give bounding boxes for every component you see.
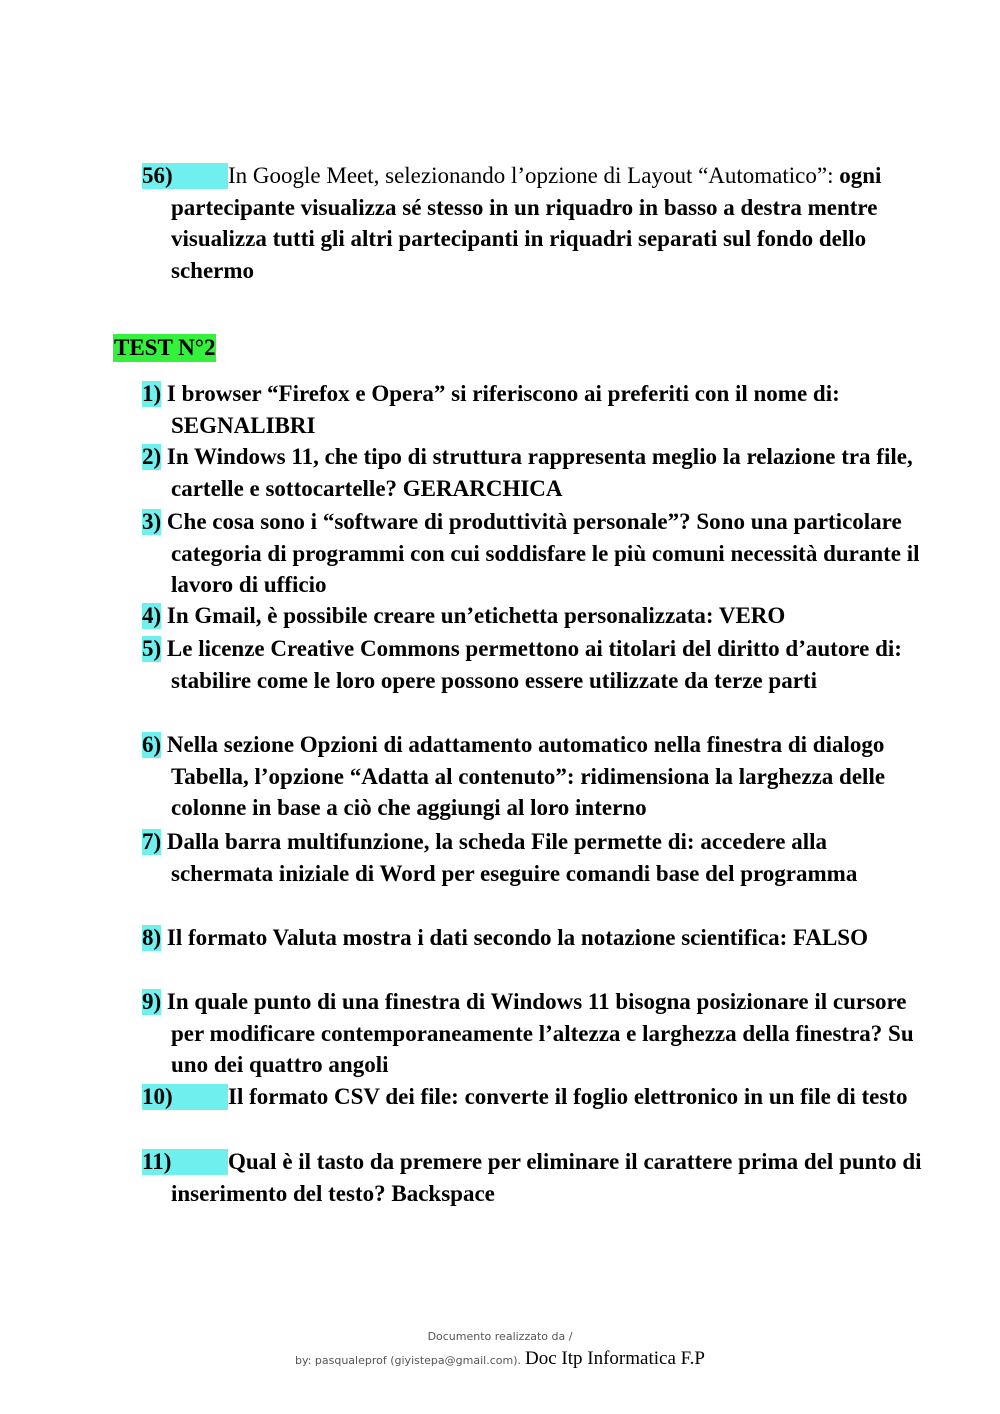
- question-number: 9): [142, 989, 162, 1014]
- section-heading: TEST N°2: [114, 335, 216, 360]
- question-text: Qual è il tasto da premere per eliminare il carattere prima del punto di inserimento del testo? Backspace: [171, 1149, 922, 1206]
- question-text: I browser “Firefox e Opera” si riferiscono ai preferiti con il nome di: SEGNALIBRI: [166, 381, 840, 438]
- question-9: [142, 986, 931, 1081]
- question-text: In quale punto di una finestra di Windows 11 bisogna posizionare il cursore per modificare contemporaneamente l’altezza e larghezza della finestra? Su uno dei quattro angoli: [166, 989, 914, 1077]
- question-10: [142, 1081, 931, 1113]
- footer-author-line: [0, 1348, 1000, 1372]
- question-text: Il formato Valuta mostra i dati secondo la notazione scientifica: FALSO: [166, 925, 868, 950]
- question-11: [142, 1146, 931, 1209]
- footer-credit: Documento realizzato da /: [427, 1330, 573, 1343]
- question-5: [142, 633, 931, 696]
- question-text: Le licenze Creative Commons permettono ai titolari del diritto d’autore di: stabilire come le loro opere possono essere utilizzate da terze parti: [166, 636, 902, 693]
- question-number: 56): [142, 163, 228, 189]
- question-number: 5): [142, 636, 162, 661]
- question-3: [142, 506, 931, 601]
- question-text: Il formato CSV dei file: converte il foglio elettronico in un file di testo: [228, 1084, 908, 1109]
- question-1: [142, 378, 931, 441]
- question-number: 1): [142, 381, 162, 406]
- question-6: [142, 729, 936, 824]
- question-number: 2): [142, 444, 162, 469]
- question-4: [142, 600, 931, 632]
- question-number: 10): [142, 1084, 228, 1110]
- question-8: [142, 922, 931, 954]
- question-number: 7): [142, 829, 162, 854]
- question-text: In Gmail, è possibile creare un’etichetta personalizzata: VERO: [166, 603, 786, 628]
- question-number: 8): [142, 925, 162, 950]
- question-number: 11): [142, 1149, 228, 1175]
- question-7: [142, 826, 931, 889]
- question-text: In Google Meet, selezionando l’opzione di Layout “Automatico”:: [228, 163, 840, 188]
- question-number: 4): [142, 603, 162, 628]
- question-text: Che cosa sono i “software di produttività personale”? Sono una particolare categoria di programmi con cui soddisfare le più comuni necessità durante il lavoro di ufficio: [166, 509, 920, 597]
- question-text: In Windows 11, che tipo di struttura rappresenta meglio la relazione tra file, cartelle e sottocartelle? GERARCHICA: [166, 444, 913, 501]
- question-2: [142, 441, 931, 504]
- question-number: 3): [142, 509, 162, 534]
- question-number: 6): [142, 732, 162, 757]
- question-56: [142, 160, 931, 286]
- question-answer: ogni partecipante visualizza sé stesso in un riquadro in basso a destra mentre visualizza tutti gli altri partecipanti in riquadri separati sul fondo dello schermo: [171, 163, 882, 283]
- question-text: Nella sezione Opzioni di adattamento automatico nella finestra di dialogo Tabella, l’opzione “Adatta al contenuto”: ridimensiona la larghezza delle colonne in base a ciò che aggiungi al loro interno: [166, 732, 886, 820]
- footer-doc-title: Doc Itp Informatica F.P: [525, 1348, 705, 1369]
- footer-author: by: pasqualeprof (giyistepa@gmail.com).: [295, 1354, 521, 1367]
- question-text: Dalla barra multifunzione, la scheda File permette di: accedere alla schermata iniziale di Word per eseguire comandi base del programma: [166, 829, 858, 886]
